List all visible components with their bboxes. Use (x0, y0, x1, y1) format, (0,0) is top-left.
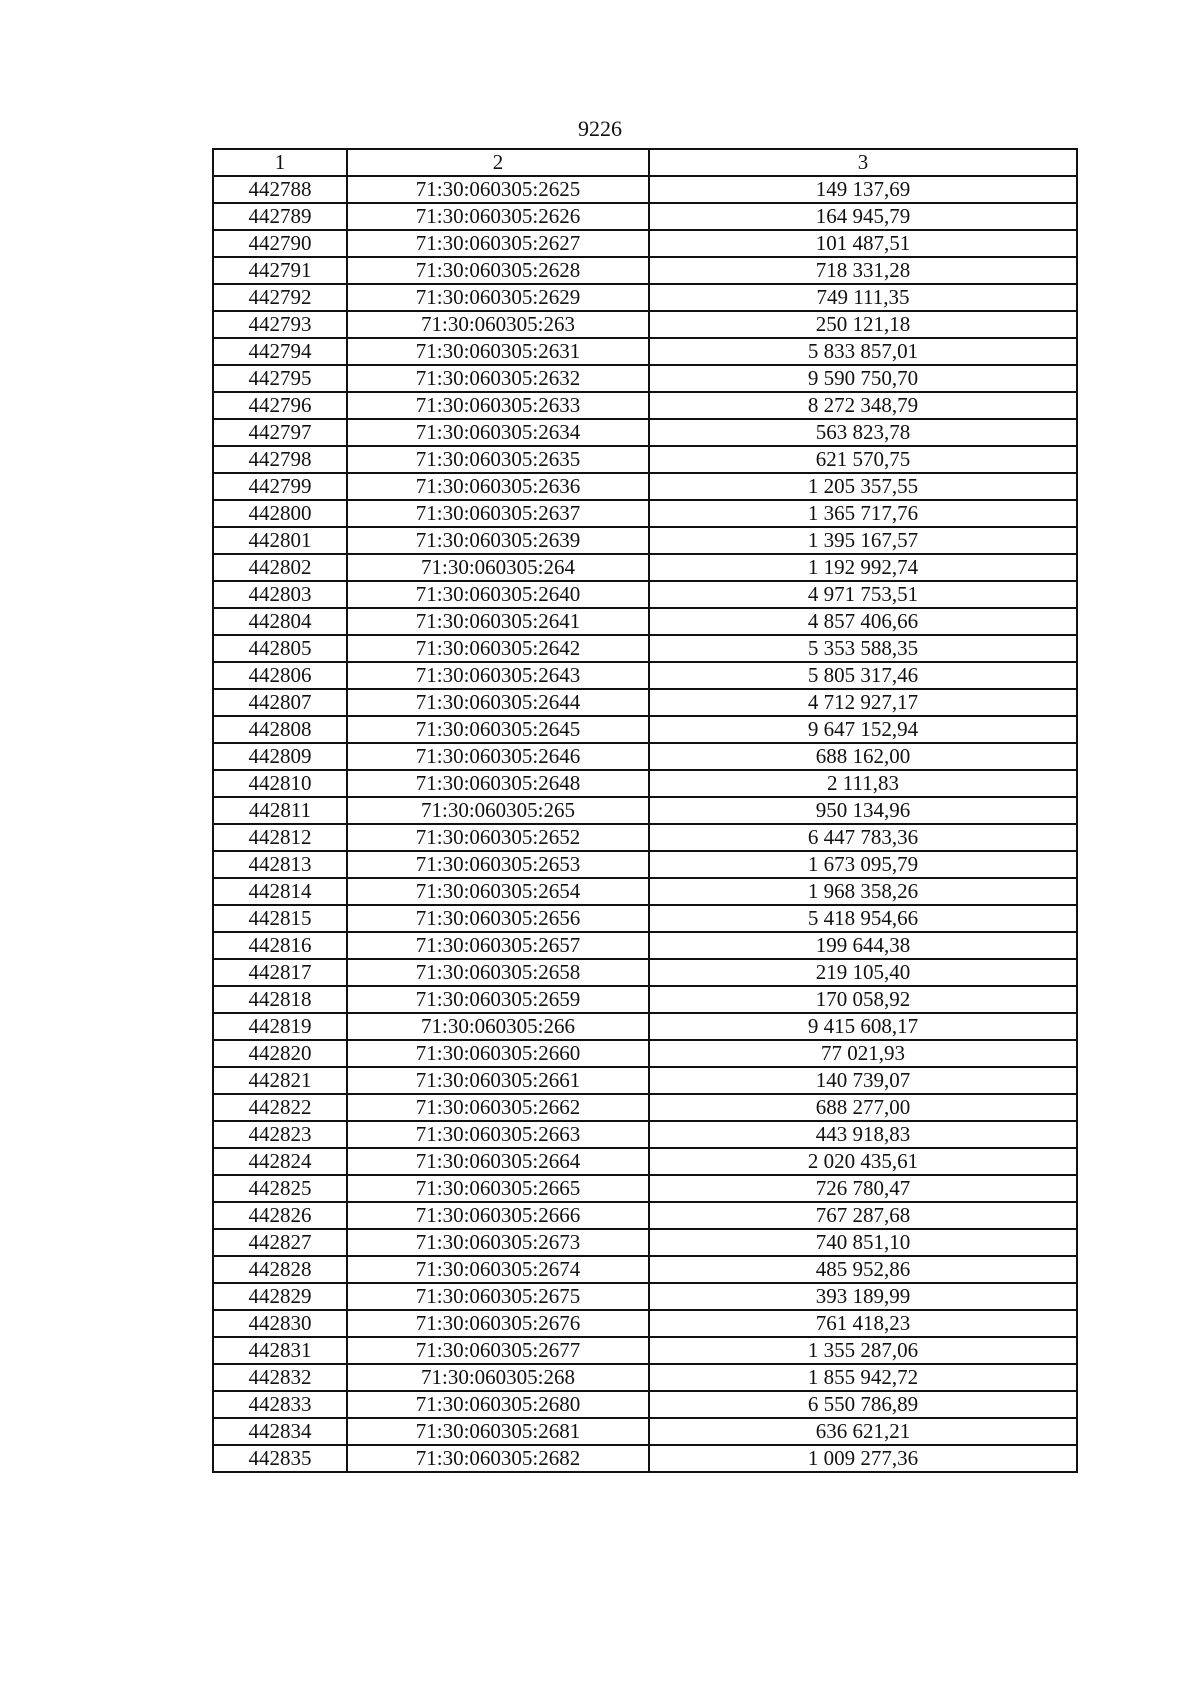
table-row (213, 1310, 1077, 1337)
cadastral-value-cell: 5 353 588,35 (649, 635, 1077, 662)
table-row (213, 527, 1077, 554)
table-row (213, 878, 1077, 905)
cadastral-value-cell: 485 952,86 (649, 1256, 1077, 1283)
cadastral-number-cell: 71:30:060305:268 (347, 1364, 649, 1391)
cadastral-number-cell: 71:30:060305:2635 (347, 446, 649, 473)
table-row (213, 824, 1077, 851)
cadastral-number-cell: 71:30:060305:2637 (347, 500, 649, 527)
table-row (213, 1283, 1077, 1310)
cadastral-value-cell: 1 205 357,55 (649, 473, 1077, 500)
cadastral-number-cell: 71:30:060305:2627 (347, 230, 649, 257)
cadastral-number-cell: 71:30:060305:2639 (347, 527, 649, 554)
row-number-cell: 442809 (213, 743, 347, 770)
cadastral-value-cell: 140 739,07 (649, 1067, 1077, 1094)
row-number-cell: 442825 (213, 1175, 347, 1202)
table-row (213, 338, 1077, 365)
cadastral-number-cell: 71:30:060305:2677 (347, 1337, 649, 1364)
table-row (213, 905, 1077, 932)
table-row (213, 797, 1077, 824)
row-number-cell: 442835 (213, 1445, 347, 1472)
row-number-cell: 442802 (213, 554, 347, 581)
cadastral-value-cell: 393 189,99 (649, 1283, 1077, 1310)
cadastral-value-cell: 219 105,40 (649, 959, 1077, 986)
cadastral-value-cell: 250 121,18 (649, 311, 1077, 338)
cadastral-number-cell: 71:30:060305:2632 (347, 365, 649, 392)
cadastral-value-cell: 9 415 608,17 (649, 1013, 1077, 1040)
cadastral-number-cell: 71:30:060305:2674 (347, 1256, 649, 1283)
row-number-cell: 442789 (213, 203, 347, 230)
cadastral-number-cell: 71:30:060305:2661 (347, 1067, 649, 1094)
cadastral-value-cell: 1 009 277,36 (649, 1445, 1077, 1472)
cadastral-number-cell: 71:30:060305:2660 (347, 1040, 649, 1067)
cadastral-number-cell: 71:30:060305:2633 (347, 392, 649, 419)
table-row (213, 581, 1077, 608)
column-header-3: 3 (649, 149, 1077, 176)
row-number-cell: 442794 (213, 338, 347, 365)
row-number-cell: 442792 (213, 284, 347, 311)
cadastral-value-cell: 4 857 406,66 (649, 608, 1077, 635)
cadastral-number-cell: 71:30:060305:2680 (347, 1391, 649, 1418)
cadastral-value-cell: 6 447 783,36 (649, 824, 1077, 851)
table-row (213, 1067, 1077, 1094)
row-number-cell: 442821 (213, 1067, 347, 1094)
cadastral-value-cell: 950 134,96 (649, 797, 1077, 824)
table-row (213, 1175, 1077, 1202)
cadastral-number-cell: 71:30:060305:2628 (347, 257, 649, 284)
cadastral-number-cell: 71:30:060305:2665 (347, 1175, 649, 1202)
table-row (213, 1337, 1077, 1364)
row-number-cell: 442791 (213, 257, 347, 284)
cadastral-value-cell: 1 365 717,76 (649, 500, 1077, 527)
cadastral-value-cell: 8 272 348,79 (649, 392, 1077, 419)
cadastral-value-cell: 761 418,23 (649, 1310, 1077, 1337)
cadastral-number-cell: 71:30:060305:2644 (347, 689, 649, 716)
table-row (213, 932, 1077, 959)
row-number-cell: 442804 (213, 608, 347, 635)
cadastral-value-cell: 767 287,68 (649, 1202, 1077, 1229)
table-row (213, 743, 1077, 770)
cadastral-value-cell: 1 355 287,06 (649, 1337, 1077, 1364)
cadastral-value-cell: 5 418 954,66 (649, 905, 1077, 932)
row-number-cell: 442820 (213, 1040, 347, 1067)
cadastral-number-cell: 71:30:060305:2640 (347, 581, 649, 608)
cadastral-number-cell: 71:30:060305:2643 (347, 662, 649, 689)
cadastral-value-cell: 1 673 095,79 (649, 851, 1077, 878)
row-number-cell: 442803 (213, 581, 347, 608)
cadastral-value-cell: 688 162,00 (649, 743, 1077, 770)
row-number-cell: 442812 (213, 824, 347, 851)
row-number-cell: 442829 (213, 1283, 347, 1310)
cadastral-number-cell: 71:30:060305:263 (347, 311, 649, 338)
cadastral-number-cell: 71:30:060305:2641 (347, 608, 649, 635)
cadastral-value-cell: 621 570,75 (649, 446, 1077, 473)
cadastral-value-cell: 1 968 358,26 (649, 878, 1077, 905)
cadastral-value-cell: 170 058,92 (649, 986, 1077, 1013)
table-row (213, 689, 1077, 716)
row-number-cell: 442808 (213, 716, 347, 743)
row-number-cell: 442831 (213, 1337, 347, 1364)
cadastral-value-cell: 9 647 152,94 (649, 716, 1077, 743)
cadastral-value-cell: 749 111,35 (649, 284, 1077, 311)
cadastral-number-cell: 71:30:060305:2676 (347, 1310, 649, 1337)
column-header-2: 2 (347, 149, 649, 176)
row-number-cell: 442834 (213, 1418, 347, 1445)
row-number-cell: 442830 (213, 1310, 347, 1337)
cadastral-value-cell: 149 137,69 (649, 176, 1077, 203)
cadastral-number-cell: 71:30:060305:2631 (347, 338, 649, 365)
cadastral-value-cell: 4 712 927,17 (649, 689, 1077, 716)
cadastral-value-cell: 77 021,93 (649, 1040, 1077, 1067)
cadastral-value-cell: 199 644,38 (649, 932, 1077, 959)
cadastral-number-cell: 71:30:060305:2625 (347, 176, 649, 203)
table-row (213, 230, 1077, 257)
cadastral-value-cell: 740 851,10 (649, 1229, 1077, 1256)
cadastral-value-cell: 688 277,00 (649, 1094, 1077, 1121)
cadastral-value-cell: 5 833 857,01 (649, 338, 1077, 365)
row-number-cell: 442806 (213, 662, 347, 689)
table-row (213, 608, 1077, 635)
row-number-cell: 442801 (213, 527, 347, 554)
cadastral-number-cell: 71:30:060305:2675 (347, 1283, 649, 1310)
table-row (213, 365, 1077, 392)
row-number-cell: 442795 (213, 365, 347, 392)
cadastral-number-cell: 71:30:060305:2662 (347, 1094, 649, 1121)
cadastral-number-cell: 71:30:060305:2634 (347, 419, 649, 446)
table-row (213, 1418, 1077, 1445)
table-row (213, 1148, 1077, 1175)
cadastral-number-cell: 71:30:060305:2642 (347, 635, 649, 662)
row-number-cell: 442796 (213, 392, 347, 419)
cadastral-number-cell: 71:30:060305:2626 (347, 203, 649, 230)
cadastral-number-cell: 71:30:060305:2681 (347, 1418, 649, 1445)
cadastral-value-cell: 101 487,51 (649, 230, 1077, 257)
cadastral-number-cell: 71:30:060305:2629 (347, 284, 649, 311)
row-number-cell: 442800 (213, 500, 347, 527)
row-number-cell: 442828 (213, 1256, 347, 1283)
table-row (213, 986, 1077, 1013)
cadastral-value-cell: 718 331,28 (649, 257, 1077, 284)
table-row (213, 311, 1077, 338)
row-number-cell: 442790 (213, 230, 347, 257)
table-row (213, 1013, 1077, 1040)
row-number-cell: 442816 (213, 932, 347, 959)
cadastral-value-cell: 563 823,78 (649, 419, 1077, 446)
table-row (213, 716, 1077, 743)
cadastral-value-cell: 1 192 992,74 (649, 554, 1077, 581)
cadastral-number-cell: 71:30:060305:266 (347, 1013, 649, 1040)
table-row (213, 203, 1077, 230)
row-number-cell: 442826 (213, 1202, 347, 1229)
table-row (213, 473, 1077, 500)
column-header-1: 1 (213, 149, 347, 176)
table-row (213, 1391, 1077, 1418)
row-number-cell: 442833 (213, 1391, 347, 1418)
table-row (213, 1445, 1077, 1472)
cadastral-number-cell: 71:30:060305:2664 (347, 1148, 649, 1175)
cadastral-value-cell: 6 550 786,89 (649, 1391, 1077, 1418)
cadastral-number-cell: 71:30:060305:2646 (347, 743, 649, 770)
table-row (213, 851, 1077, 878)
table-row (213, 770, 1077, 797)
cadastral-value-cell: 636 621,21 (649, 1418, 1077, 1445)
cadastral-number-cell: 71:30:060305:264 (347, 554, 649, 581)
row-number-cell: 442797 (213, 419, 347, 446)
cadastral-value-cell: 1 855 942,72 (649, 1364, 1077, 1391)
cadastral-number-cell: 71:30:060305:2666 (347, 1202, 649, 1229)
table-body (213, 149, 1077, 1472)
row-number-cell: 442810 (213, 770, 347, 797)
row-number-cell: 442817 (213, 959, 347, 986)
table-row (213, 1229, 1077, 1256)
table-row (213, 284, 1077, 311)
table-row (213, 257, 1077, 284)
table-header-row (213, 149, 1077, 176)
table-row (213, 635, 1077, 662)
table-row (213, 446, 1077, 473)
row-number-cell: 442799 (213, 473, 347, 500)
table-row (213, 392, 1077, 419)
table-row (213, 1364, 1077, 1391)
cadastral-number-cell: 71:30:060305:2654 (347, 878, 649, 905)
cadastral-value-cell: 4 971 753,51 (649, 581, 1077, 608)
cadastral-value-cell: 9 590 750,70 (649, 365, 1077, 392)
cadastral-value-table (212, 148, 1078, 1473)
cadastral-value-cell: 5 805 317,46 (649, 662, 1077, 689)
row-number-cell: 442818 (213, 986, 347, 1013)
cadastral-number-cell: 71:30:060305:2645 (347, 716, 649, 743)
cadastral-value-cell: 726 780,47 (649, 1175, 1077, 1202)
table-row (213, 1256, 1077, 1283)
row-number-cell: 442832 (213, 1364, 347, 1391)
table-row (213, 1202, 1077, 1229)
row-number-cell: 442819 (213, 1013, 347, 1040)
row-number-cell: 442814 (213, 878, 347, 905)
cadastral-number-cell: 71:30:060305:265 (347, 797, 649, 824)
cadastral-number-cell: 71:30:060305:2657 (347, 932, 649, 959)
cadastral-number-cell: 71:30:060305:2673 (347, 1229, 649, 1256)
cadastral-number-cell: 71:30:060305:2658 (347, 959, 649, 986)
table-row (213, 959, 1077, 986)
cadastral-number-cell: 71:30:060305:2656 (347, 905, 649, 932)
cadastral-number-cell: 71:30:060305:2659 (347, 986, 649, 1013)
row-number-cell: 442798 (213, 446, 347, 473)
row-number-cell: 442811 (213, 797, 347, 824)
row-number-cell: 442824 (213, 1148, 347, 1175)
cadastral-number-cell: 71:30:060305:2663 (347, 1121, 649, 1148)
page-number: 9226 (578, 116, 622, 141)
cadastral-value-cell: 1 395 167,57 (649, 527, 1077, 554)
row-number-cell: 442823 (213, 1121, 347, 1148)
row-number-cell: 442822 (213, 1094, 347, 1121)
row-number-cell: 442815 (213, 905, 347, 932)
table-row (213, 500, 1077, 527)
cadastral-number-cell: 71:30:060305:2636 (347, 473, 649, 500)
table-row (213, 419, 1077, 446)
table-row (213, 1040, 1077, 1067)
row-number-cell: 442807 (213, 689, 347, 716)
cadastral-value-cell: 2 111,83 (649, 770, 1077, 797)
table-row (213, 1094, 1077, 1121)
table-row (213, 662, 1077, 689)
table-row (213, 176, 1077, 203)
row-number-cell: 442813 (213, 851, 347, 878)
cadastral-value-cell: 2 020 435,61 (649, 1148, 1077, 1175)
cadastral-number-cell: 71:30:060305:2682 (347, 1445, 649, 1472)
cadastral-number-cell: 71:30:060305:2648 (347, 770, 649, 797)
row-number-cell: 442788 (213, 176, 347, 203)
row-number-cell: 442827 (213, 1229, 347, 1256)
cadastral-value-cell: 164 945,79 (649, 203, 1077, 230)
table-row (213, 554, 1077, 581)
cadastral-number-cell: 71:30:060305:2653 (347, 851, 649, 878)
cadastral-value-cell: 443 918,83 (649, 1121, 1077, 1148)
row-number-cell: 442805 (213, 635, 347, 662)
row-number-cell: 442793 (213, 311, 347, 338)
cadastral-number-cell: 71:30:060305:2652 (347, 824, 649, 851)
table-row (213, 1121, 1077, 1148)
